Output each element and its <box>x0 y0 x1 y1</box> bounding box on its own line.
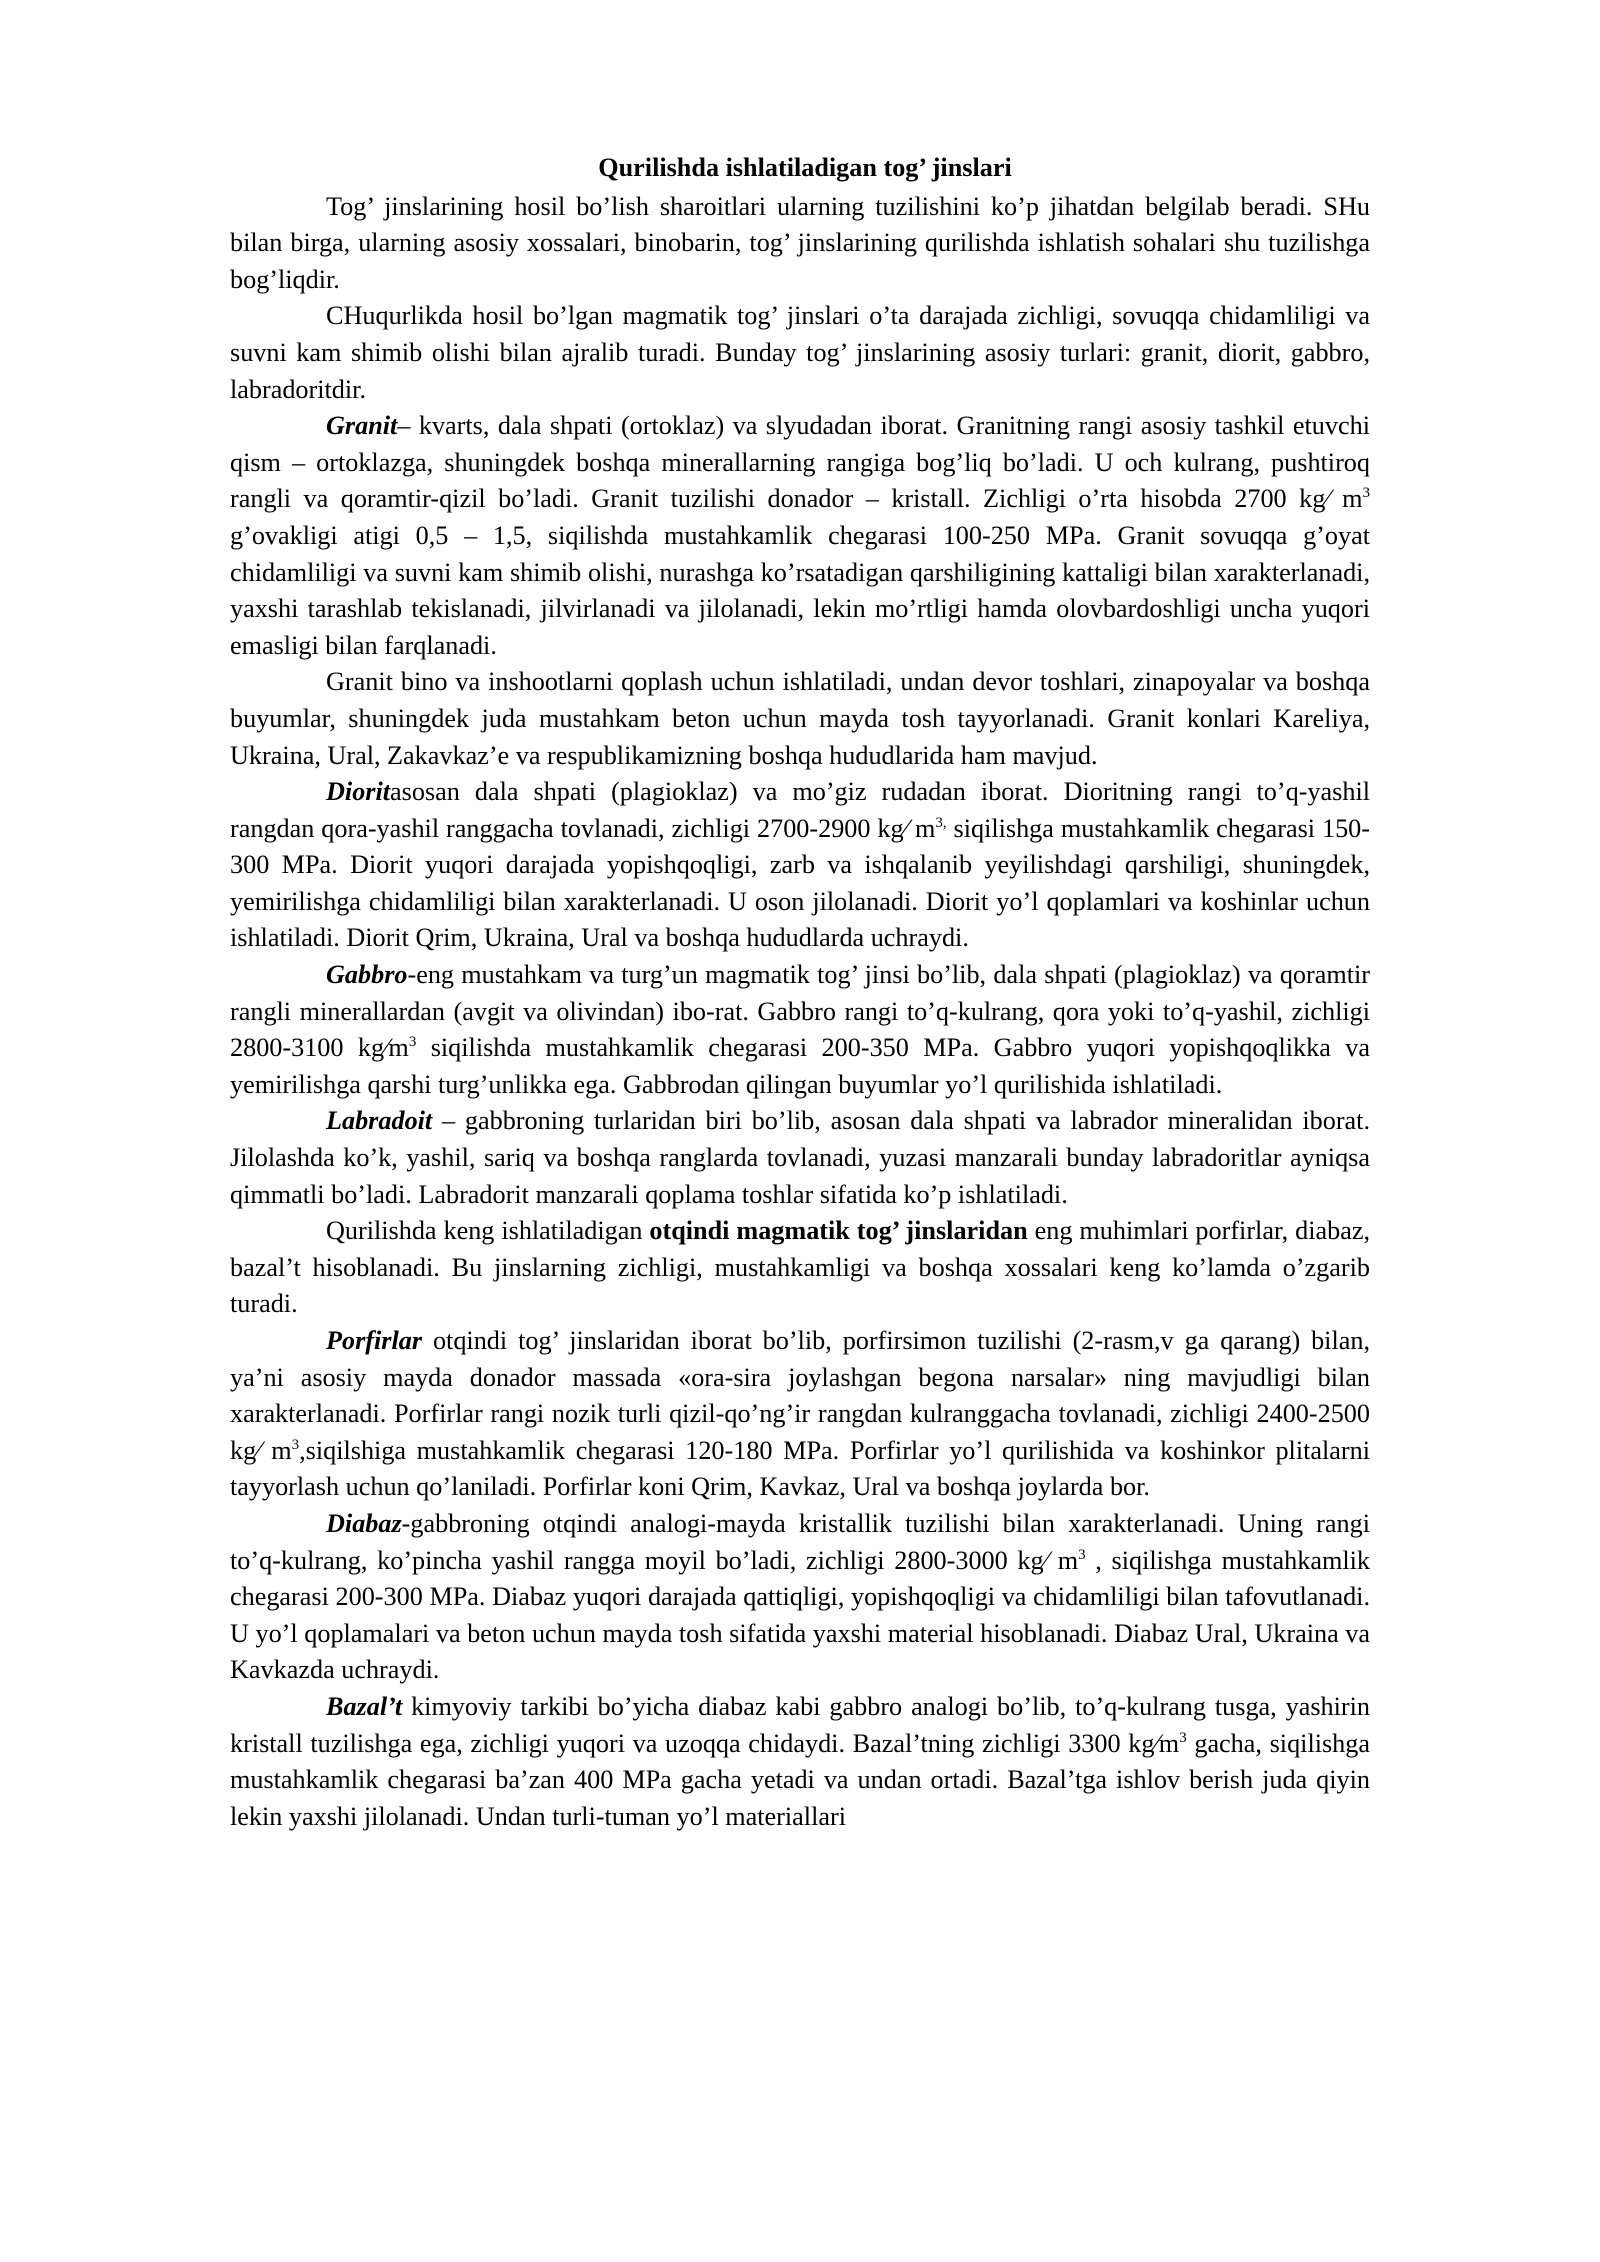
porfirlar-superscript: 3 <box>291 1436 300 1453</box>
gabbro-text-b: siqilishda mustahkamlik chegarasi 200-350 MPa. Gabbro yuqori yopishqoqlikka va yemirilishga qarshi turg’unlikka ega. Gabbrodan qilingan buyumlar yo’l qurilishida ishlatiladi. <box>230 1033 1370 1099</box>
diabaz-text-b: , siqilishga mustahkamlik chegarasi 200-300 MPa. Diabaz yuqori darajada qattiqligi, yopishqoqligi va chidamliligi bilan tafovutlanadi. U yo’l qoplamalari va beton uchun mayda tosh sifatida yaxshi material hisoblanadi. Diabaz Ural, Ukraina va Kavkazda uchraydi. <box>230 1545 1370 1685</box>
otqindi-bold-phrase: otqindi magmatik tog’ jinslaridan <box>649 1216 1028 1246</box>
paragraph-otqindi <box>230 1213 1370 1323</box>
term-labradoit: Labradoit <box>326 1106 433 1136</box>
term-porfirlar: Porfirlar <box>326 1326 423 1355</box>
diorit-text-b: siqilishga mustahkamlik chegarasi 150-300 MPa. Diorit yuqori darajada yopishqoqligi, zarb va ishqalanib yeyilishdagi qarshiligi, shuningdek, yemirilishga chidamliligi bilan xarakterlanadi. U oson jilolanadi. Diorit yo’l qoplamlari va koshinlar uchun ishlatiladi. Diorit Qrim, Ukraina, Ural va boshqa hududlarda uchraydi. <box>230 813 1370 953</box>
bazalt-text-a: kimyoviy tarkibi bo’yicha diabaz kabi gabbro analogi bo’lib, to’q-kulrang tusga, yashirin kristall tuzilishga ega, zichligi yuqori va uzoqqa chidaydi. Bazal’tning zichligi 3300 kg⁄m <box>230 1691 1370 1758</box>
term-diabaz: Diabaz <box>326 1508 402 1538</box>
document-title: Qurilishda ishlatiladigan tog’ jinslari <box>598 153 1012 182</box>
granit-text-a: – kvarts, dala shpati (ortoklaz) va slyudadan iborat. Granitning rangi asosiy tashkil etuvchi qism – ortoklazga, shuningdek boshqa minerallarning rangiga bog’liq bo’ladi. U och kulrang, pushtiroq rangli va qoramtir-qizil bo’ladi. Granit tuzilishi donador – kristall. Zichligi o’rta hisobda 2700 kg⁄ m <box>230 411 1370 514</box>
bazalt-superscript: 3 <box>1179 1729 1187 1746</box>
paragraph-magmatic: CHuqurlikda hosil bo’lgan magmatik tog’ jinslari o’ta darajada zichligi, sovuqqa chidamliligi va suvni kam shimib olishi bilan ajralib turadi. Bunday tog’ jinslarining asosiy turlari: granit, diorit, gabbro, labradoritdir. <box>230 301 1370 404</box>
paragraph-porfirlar <box>230 1323 1370 1506</box>
paragraph-labradoit <box>230 1103 1370 1213</box>
diorit-text-a: asosan dala shpati (plagioklaz) va mo’giz rudadan iborat. Dioritning rangi to’q-yashil rangdan qora-yashil ranggacha tovlanadi, zichligi 2700-2900 kg⁄ m <box>230 777 1370 843</box>
paragraph-diorit <box>230 774 1370 957</box>
otqindi-text-b: eng muhimlari porfirlar, diabaz, bazal’t hisoblanadi. Bu jinslarning zichligi, mustahkamligi va boshqa xossalari keng ko’lamda o’zgarib turadi. <box>230 1216 1370 1319</box>
porfirlar-text-b: ,siqilshiga mustahkamlik chegarasi 120-180 MPa. Porfirlar yo’l qurilishida va koshinkor plitalarni tayyorlash uchun qo’laniladi. Porfirlar koni Qrim, Kavkaz, Ural va boshqa joylarda bor. <box>230 1435 1370 1502</box>
paragraph-intro: Tog’ jinslarining hosil bo’lish sharoitlari ularning tuzilishini ko’p jihatdan belgilab beradi. SHu bilan birga, ularning asosiy xossalari, binobarin, tog’ jinslarining qurilishda ishlatish sohalari shu tuzilishga bog’liqdir. <box>230 191 1370 294</box>
term-bazalt: Bazal’t <box>326 1691 403 1721</box>
otqindi-text-a: Qurilishda keng ishlatiladigan <box>326 1216 650 1246</box>
paragraph-granit-usage: Granit bino va inshootlarni qoplash uchun ishlatiladi, undan devor toshlari, zinapoyalar va boshqa buyumlar, shuningdek juda mustahkam beton uchun mayda tosh tayyorlanadi. Granit konlari Kareliya, Ukraina, Ural, Zakavkaz’e va respublikamizning boshqa hududlarida ham mavjud. <box>230 667 1370 770</box>
term-diorit: Diorit <box>326 777 391 807</box>
paragraph-bazalt <box>230 1689 1370 1835</box>
diabaz-superscript: 3 <box>1078 1546 1086 1563</box>
diorit-superscript: 3, <box>935 814 947 831</box>
granit-text-b: g’ovakligi atigi 0,5 – 1,5, siqilishda mustahkamlik chegarasi 100-250 MPa. Granit sovuqqa g’oyat chidamliligi va suvni kam shimib olishi, nurashga ko’rsatadigan qarshiligining kattaligi bilan xarakterlanadi, yaxshi tarashlab tekislanadi, jilvirlanadi va jilolanadi, lekin mo’rtligi hamda olovbardoshligi uncha yuqori emasligi bilan farqlanadi. <box>230 520 1370 660</box>
porfirlar-text-a: otqindi tog’ jinslaridan iborat bo’lib, porfirsimon tuzilishi (2-rasm,v ga qarang) bilan, ya’ni asosiy mayda donador massada «ora-sira joylashgan begona narsalar» ning mavjudligi bilan xarakterlanadi. Porfirlar rangi nozik turli qizil-qo’ng’ir rangdan kulranggacha tovlanadi, zichligi 2400-2500 kg⁄ m <box>230 1326 1370 1465</box>
gabbro-superscript: 3 <box>408 1034 417 1051</box>
term-granit: Granit <box>326 411 398 441</box>
bazalt-text-b: gacha, siqilishga mustahkamlik chegarasi ba’zan 400 MPa gacha yetadi va undan ortadi. Bazal’tga ishlov berish juda qiyin lekin yaxshi jilolanadi. Undan turli-tuman yo’l materiallari <box>230 1728 1370 1831</box>
labradoit-text: – gabbroning turlaridan biri bo’lib, asosan dala shpati va labrador mineralidan iborat. Jilolashda ko’k, yashil, sariq va boshqa ranglarda tovlanadi, yuzasi manzarali bunday labradoritlar ayniqsa qimmatli bo’ladi. Labradorit manzarali qoplama toshlar sifatida ko’p ishlatiladi. <box>230 1106 1370 1209</box>
granit-superscript: 3 <box>1362 485 1370 502</box>
diabaz-text-a: -gabbroning otqindi analogi-mayda kristallik tuzilishi bilan xarakterlanadi. Uning rangi to’q-kulrang, ko’pincha yashil rangga moyil bo’ladi, zichligi 2800-3000 kg⁄ m <box>230 1508 1370 1575</box>
term-gabbro: Gabbro <box>326 960 408 990</box>
paragraph-granit <box>230 408 1370 664</box>
paragraph-diabaz <box>230 1506 1370 1689</box>
document-page <box>230 150 1370 1835</box>
gabbro-text-a: -eng mustahkam va turg’un magmatik tog’ jinsi bo’lib, dala shpati (plagioklaz) va qoramtir rangli minerallardan (avgit va olivindan) ibo-rat. Gabbro rangi to’q-kulrang, qora yoki to’q-yashil, zichligi 2800-3100 kg⁄m <box>230 960 1370 1063</box>
paragraph-gabbro <box>230 957 1370 1103</box>
